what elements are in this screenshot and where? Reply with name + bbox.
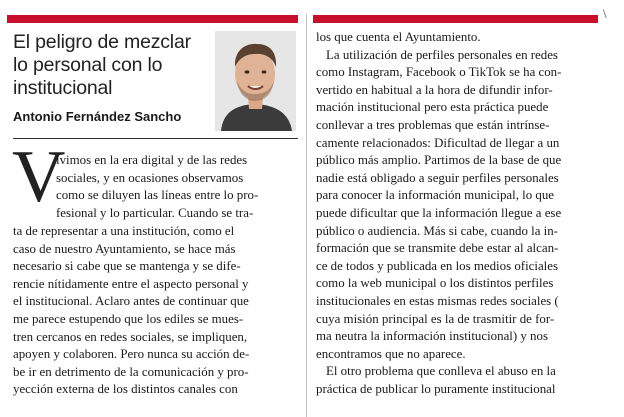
- left-column-intro: [56, 152, 298, 222]
- text-line: fesional y lo particular. Cuando se tra-: [56, 205, 254, 220]
- text-line: sociales, y en ocasiones observamos: [56, 170, 244, 185]
- text-line: camente relacionados: Dificultad de llegar a un: [316, 135, 560, 150]
- text-line: conllevar a tres problemas que están intrínse-: [316, 117, 550, 132]
- corner-mark: \: [603, 6, 607, 21]
- text-line: tren cercanos en redes sociales, se impliquen,: [13, 329, 248, 344]
- author-byline: Antonio Fernández Sancho: [13, 109, 182, 124]
- text-line: como se diluyen las líneas entre lo pro-: [56, 188, 259, 203]
- text-line: ivimos en la era digital y de las redes: [56, 153, 248, 167]
- left-column-body: [13, 223, 298, 399]
- text-line: ce de todos y publicada en los medios oficiales: [316, 258, 558, 273]
- right-column: [316, 29, 608, 398]
- text-line: práctica de publicar lo puramente institucional: [316, 381, 556, 396]
- text-line: yección externa de los distintos canales con: [13, 382, 238, 397]
- author-photo: [215, 31, 296, 131]
- drop-cap: V: [12, 136, 66, 218]
- header-accent-bar-right: [313, 15, 598, 23]
- text-line: necesario si cabe que se mantenga y se dife-: [13, 259, 241, 274]
- text-line: público más amplio. Partimos de la base de que: [316, 153, 562, 168]
- text-line: para conocer la información municipal, lo que: [316, 188, 555, 203]
- author-portrait-image: [215, 31, 296, 131]
- header-accent-bar-left: [7, 15, 298, 23]
- text-line: puede dificultar que la información llegue a ese: [316, 205, 562, 220]
- text-line: apoyen y colaboren. Pero nunca su acción de-: [13, 347, 250, 362]
- text-line: cuya misión principal es la de trasmitir de for-: [316, 311, 555, 326]
- text-line: ta de representar a una institución, como el: [13, 224, 235, 238]
- text-line: mación institucional pero esta práctica puede: [316, 100, 549, 115]
- text-line: el institucional. Aclaro antes de continuar que: [13, 294, 249, 309]
- text-line: La utilización de perfiles personales en redes: [326, 47, 558, 62]
- column-divider: [306, 14, 307, 417]
- text-line: encontramos que no aparece.: [316, 346, 466, 361]
- text-line: caso de nuestro Ayuntamiento, se hace más: [13, 241, 236, 256]
- text-line: me parece estupendo que los ediles se mues-: [13, 311, 244, 326]
- text-line: formación que se transmite debe estar al alcan-: [316, 241, 559, 256]
- text-line: los que cuenta el Ayuntamiento.: [316, 30, 481, 44]
- text-line: como la web municipal o los distintos perfiles: [316, 276, 554, 291]
- text-line: be ir en detrimento de la comunicación y pro-: [13, 364, 249, 379]
- text-line: nadie está obligado a seguir perfiles personales: [316, 170, 559, 185]
- text-line: vertido en habitual a la hora de difundir infor-: [316, 82, 553, 97]
- text-line: ma neutra la información institucional) y nos: [316, 329, 548, 344]
- text-line: público o audiencia. Más si cabe, cuando la in-: [316, 223, 558, 238]
- text-line: El otro problema que conlleva el abuso en la: [326, 364, 556, 379]
- text-line: rencie nítidamente entre el aspecto personal y: [13, 276, 249, 291]
- text-line: como Instagram, Facebook o TikTok se ha con-: [316, 65, 562, 80]
- text-line: institucionales en estas mismas redes sociales (: [316, 293, 559, 308]
- article-headline: El peligro de mezclar lo personal con lo institucional: [13, 31, 191, 99]
